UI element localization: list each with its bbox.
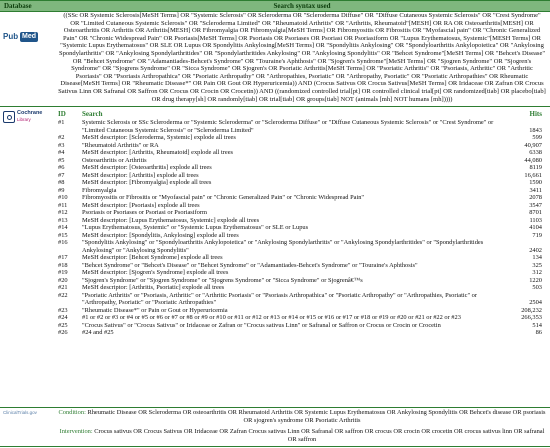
table-row xyxy=(0,329,550,337)
table-row xyxy=(0,239,550,254)
table-row xyxy=(0,232,550,240)
row-hits: 8119 xyxy=(529,164,542,171)
row-search: "Lupus Erythematosus, Systemic" or "Systemic Lupus Erythematosus" or SLE or Lupus xyxy=(82,224,309,231)
row-hits: 4104 xyxy=(529,224,542,231)
row-search: "Crocus Sativus" or "Crocus Sativus" or Iridaceae or Zafran or "Crocus sativus Linn" or Safranal or Saffron or Crocus or Crocin or Crocetin xyxy=(82,321,441,329)
intervention-label: Intervention: xyxy=(59,428,93,435)
row-search: Systemic Sclerosis or SSc Scleroderma or "Systemic Scleroderma" or "Scleroderma Diffuse" or "Diffuse Cutaneous Systemic Sclerosis" or "Crest Syndrome" or "Limited Cutaneous Systemic Sclerosis" or "Scleroderma Limited" xyxy=(82,119,494,134)
col-hits-header: Hits xyxy=(529,110,542,118)
row-id: #10 xyxy=(58,194,68,201)
row-hits: 3411 xyxy=(529,186,542,194)
header-database-label: Database xyxy=(4,2,32,10)
table-row xyxy=(0,119,550,134)
table-row xyxy=(0,209,550,217)
divider xyxy=(0,446,550,447)
table-row xyxy=(0,164,550,172)
row-id: #21 xyxy=(58,284,68,291)
row-id: #24 xyxy=(58,314,68,321)
divider xyxy=(0,407,550,408)
row-search: Psoriasis or Psoriases or Psoriasi or Psoriasiform xyxy=(82,209,207,216)
row-hits: 514 xyxy=(532,321,542,329)
condition-label: Condition: xyxy=(58,409,86,416)
row-search: "Psoriatic Arthritis" or "Psoriasis, Arthritic" or "Arthritic Psoriasis" or "Psoriasis Arthropathica" or "Psoriatic Arthropathy" or "Arthropathies, Psoriatic" or "Arthropathy, Psoriatic" or "Psoriatic Arthropathies" xyxy=(82,291,477,306)
row-search: "Rheumatoid Arthritis" or RA xyxy=(82,141,159,149)
row-search: "Behcet Syndrome" or "Behcet's Disease" or "Behcet Syndrome" or "Adamantiades-Behcet's Syndrome" or "Touraine's Aphthosis" xyxy=(82,261,418,269)
table-row xyxy=(0,149,550,157)
row-hits: 1220 xyxy=(529,276,542,284)
header-syntax-cell xyxy=(54,1,550,11)
header-database-cell xyxy=(0,1,54,11)
row-hits: 208,232 xyxy=(521,306,542,314)
pubmed-logo xyxy=(3,30,47,44)
row-hits: 719 xyxy=(532,231,542,239)
row-search: Osteoarthritis or Arthritis xyxy=(82,156,147,164)
table-header xyxy=(0,0,550,12)
row-hits: 86 xyxy=(535,329,542,336)
row-hits: 503 xyxy=(532,284,542,291)
table-row xyxy=(0,277,550,285)
table-row xyxy=(0,187,550,195)
row-id: #17 xyxy=(58,254,68,261)
row-search: #1 or #2 or #3 or #4 or #5 or #6 or #7 or #8 or #9 or #10 or #11 or #12 or #13 or #14 or #15 or #16 or #17 or #18 or #19 or #20 or #21 or #22 or #23 xyxy=(82,314,461,321)
table-row xyxy=(0,307,550,315)
table-row xyxy=(0,157,550,165)
table-row xyxy=(0,292,550,307)
row-search: MeSH descriptor: [Lupus Erythematosus, Systemic] explode all trees xyxy=(82,216,260,224)
row-search: #24 and #25 xyxy=(82,329,114,336)
table-row xyxy=(0,269,550,277)
table-row xyxy=(0,224,550,232)
row-search: MeSH descriptor: [Sjogren's Syndrome] explode all trees xyxy=(82,269,229,276)
cochrane-logo-name: Cochrane xyxy=(17,110,43,116)
table-row xyxy=(0,172,550,180)
row-hits: 6338 xyxy=(529,149,542,156)
table-row xyxy=(0,202,550,210)
row-id: #11 xyxy=(58,201,68,209)
row-search: MeSH descriptor: [Spondylitis, Ankylosing] explode all trees xyxy=(82,231,239,239)
row-hits: 599 xyxy=(532,134,542,141)
row-hits: 1590 xyxy=(529,179,542,186)
row-id: #8 xyxy=(58,179,65,186)
row-search: "Rheumatic Disease*" or Pain or Gout or Hyperuricemia xyxy=(82,306,228,314)
row-hits: 325 xyxy=(532,261,542,269)
table-row xyxy=(0,142,550,150)
row-id: #25 xyxy=(58,321,68,329)
row-id: #18 xyxy=(58,261,68,269)
row-id: #9 xyxy=(58,186,65,194)
cochrane-logo-library: Library xyxy=(17,117,31,122)
row-id: #26 xyxy=(58,329,68,336)
row-hits: 1843 xyxy=(529,126,542,134)
row-search: "Spondylitis Ankylosing" or "Spondyloarthritis Ankylopoietica" or "Ankylosing Spondylarthritis" or "Ankylosing Spondylarthritides" or "Spondylarthritides Ankylosing" or "Ankylosing Spondylitis" xyxy=(82,239,484,254)
table-row xyxy=(0,217,550,225)
row-hits: 16,661 xyxy=(524,171,542,179)
row-id: #13 xyxy=(58,216,68,224)
row-hits: 8701 xyxy=(529,209,542,216)
pubmed-logo-med: Med xyxy=(22,33,36,40)
row-id: #15 xyxy=(58,231,68,239)
row-id: #14 xyxy=(58,224,68,231)
header-syntax-label: Search syntax used xyxy=(273,2,331,10)
row-id: #12 xyxy=(58,209,68,216)
row-id: #4 xyxy=(58,149,65,156)
row-id: #7 xyxy=(58,171,65,179)
row-id: #20 xyxy=(58,276,68,284)
row-id: #23 xyxy=(58,306,68,314)
table-row xyxy=(0,194,550,202)
row-search: MeSH descriptor: [Osteoarthritis] explode all trees xyxy=(82,164,212,171)
row-id: #2 xyxy=(58,134,65,141)
pubmed-logo-pub: Pub xyxy=(3,32,19,41)
row-hits: 2078 xyxy=(529,194,542,201)
table-row xyxy=(0,134,550,142)
col-id-header: ID xyxy=(58,110,66,118)
row-id: #6 xyxy=(58,164,65,171)
intervention-text xyxy=(58,428,546,443)
pubmed-query: ((SSc OR Systemic Sclerosis[MeSH Terms] OR "Systemic Sclerosis" OR Scleroderma OR "Scleroderma Diffuse" OR "Diffuse Cutaneous Systemic Sclerosis" OR "Crest Syndrome" OR "Limited Cutaneous Systemic Sclerosis" OR "Scleroderma Limited" OR "Rheumatoid Arthritis" OR "Arthritis, Rheumatoid"[MESH] OR RA OR Osteoarthritis[MESH] OR Osteoarthritis OR Arthritis OR Arthritis[MESH] OR Fibromyalgia OR Fibromyalgia[MeSH Terms] OR Fibromyositis OR Fibrositis OR "Myofascial pain" OR "Chronic Generalized Pain" OR "Chronic Widespread Pain" OR Psoriasis[MeSH Terms] OR Psoriasis OR Psoriases OR Psoriasi OR Psoriasiform OR "Lupus Erythematosus, Systemic"[MESH Terms] OR "Systemic Lupus Erythematosus" OR SLE OR Lupus OR Spondylitis Ankylosing[MeSH Terms] OR "Spondylitis Ankylosing" OR "Spondyloarthritis Ankylopoietica" OR "Ankylosing Spondylarthritis" OR "Ankylosing Spondylarthritides" OR "Spondylarthritides Ankylosing" OR "Ankylosing Spondylitis" OR "Behcet Syndrome"[MeSH Terms] OR "Behcet's Disease" OR "Behcet Syndrome" OR "Adamantiades-Behcet's Syndrome" OR "Touraine's Aphthosis" OR "Sjogren's Syndrome"[MeSH Terms] OR "Sjogren Syndrome" OR "Sjogren's Syndrome" OR "Sjogrens Syndrome" OR "Sicca Syndrome" OR Sjogren's OR Psoriatic Arthritis[MeSH Terms] OR "Psoriatic Arthritis" OR "Psoriasis, Arthritic" OR "Arthritic Psoriasis" OR "Psoriasis Arthropathica" OR "Psoriatic Arthropathy" OR "Arthropathies, Psoriatic" OR "Arthropathy, Psoriatic" OR "Psoriatic Arthropathies" OR Rheumatic Disease[MeSH Terms] OR "Rheumatic Disease*" OR Pain OR Gout OR Hyperuricemia)) AND (Crocus Sativus OR Crocus Sativus[MeSH Terms] OR Iridaceae OR Zafran OR Crocus Sativus Linn OR Safranal OR Saffron OR Crocus OR Crocin OR Crocetin)) AND ((randomized controlled trial[pt] OR controlled clinical trial[pt] OR randomized[tiab] OR placebo[tiab] OR drug therapy[sh] OR randomly[tiab] OR trial[tiab] OR groups[tiab] NOT (animals [mh] NOT humans [mh])))) xyxy=(58,12,546,103)
row-hits: 2504 xyxy=(529,299,542,306)
row-hits: 1103 xyxy=(529,216,542,224)
row-id: #5 xyxy=(58,156,65,164)
condition-text xyxy=(58,409,546,424)
table-row xyxy=(0,284,550,292)
row-hits: 40,907 xyxy=(524,141,542,149)
row-id: #1 xyxy=(58,119,65,126)
row-id: #22 xyxy=(58,291,68,299)
row-search: "Sjogren's Syndrome" or "Sjogren Syndrome" or "Sjogrens Syndrome" or "Sicca Syndrome" or Sjogrenâ€™s xyxy=(82,276,363,284)
row-hits: 312 xyxy=(532,269,542,276)
condition-value: Rheumatic Disease OR Scleroderma OR osteoarthritis OR Rheumatoid Arthritis OR Systemic Lupus Erythematosus OR Ankylosing Spondylitis OR Behcet's disease OR psoriasis OR sjogren's syndrome OR Psoriatic Arthritis xyxy=(87,409,546,424)
row-search: MeSH descriptor: [Fibromyalgia] explode all trees xyxy=(82,179,212,186)
row-hits: 2402 xyxy=(529,246,542,254)
table-row xyxy=(0,322,550,330)
row-hits: 266,353 xyxy=(521,314,542,321)
cochrane-rows xyxy=(0,119,550,337)
divider xyxy=(0,106,550,107)
row-hits: 44,080 xyxy=(524,156,542,164)
row-search: MeSH descriptor: [Scleroderma, Systemic] explode all trees xyxy=(82,134,236,141)
table-row xyxy=(0,262,550,270)
row-search: Fibromyositis or Fibrositis or "Myofascial pain" or "Chronic Generalized Pain" or "Chronic Widespread Pain" xyxy=(82,194,365,201)
row-id: #16 xyxy=(58,239,68,246)
table-row xyxy=(0,314,550,322)
row-search: MeSH descriptor: [Behcet Syndrome] explode all trees xyxy=(82,254,223,261)
row-hits: 3547 xyxy=(529,201,542,209)
table-row xyxy=(0,254,550,262)
row-id: #3 xyxy=(58,141,65,149)
row-search: MeSH descriptor: [Arthritis] explode all trees xyxy=(82,171,199,179)
row-hits: 134 xyxy=(532,254,542,261)
row-search: MeSH descriptor: [Arthritis, Psoriatic] explode all trees xyxy=(82,284,225,291)
clinicaltrials-logo: ClinicalTrials.gov xyxy=(3,410,37,415)
row-search: MeSH descriptor: [Psoriasis] explode all trees xyxy=(82,201,200,209)
row-search: Fibromyalgia xyxy=(82,186,117,194)
row-id: #19 xyxy=(58,269,68,276)
intervention-value: Crocus sativus OR Crocus Sativus OR Iridaceae OR Zafran Crocus sativus Linn OR Safranal OR saffron OR crocus OR crocin OR crocetin OR crocus sativus linn OR safranal OR saffron xyxy=(94,428,545,443)
col-search-header: Search xyxy=(82,110,103,118)
row-search: MeSH descriptor: [Arthritis, Rheumatoid] explode all trees xyxy=(82,149,234,156)
table-row xyxy=(0,179,550,187)
